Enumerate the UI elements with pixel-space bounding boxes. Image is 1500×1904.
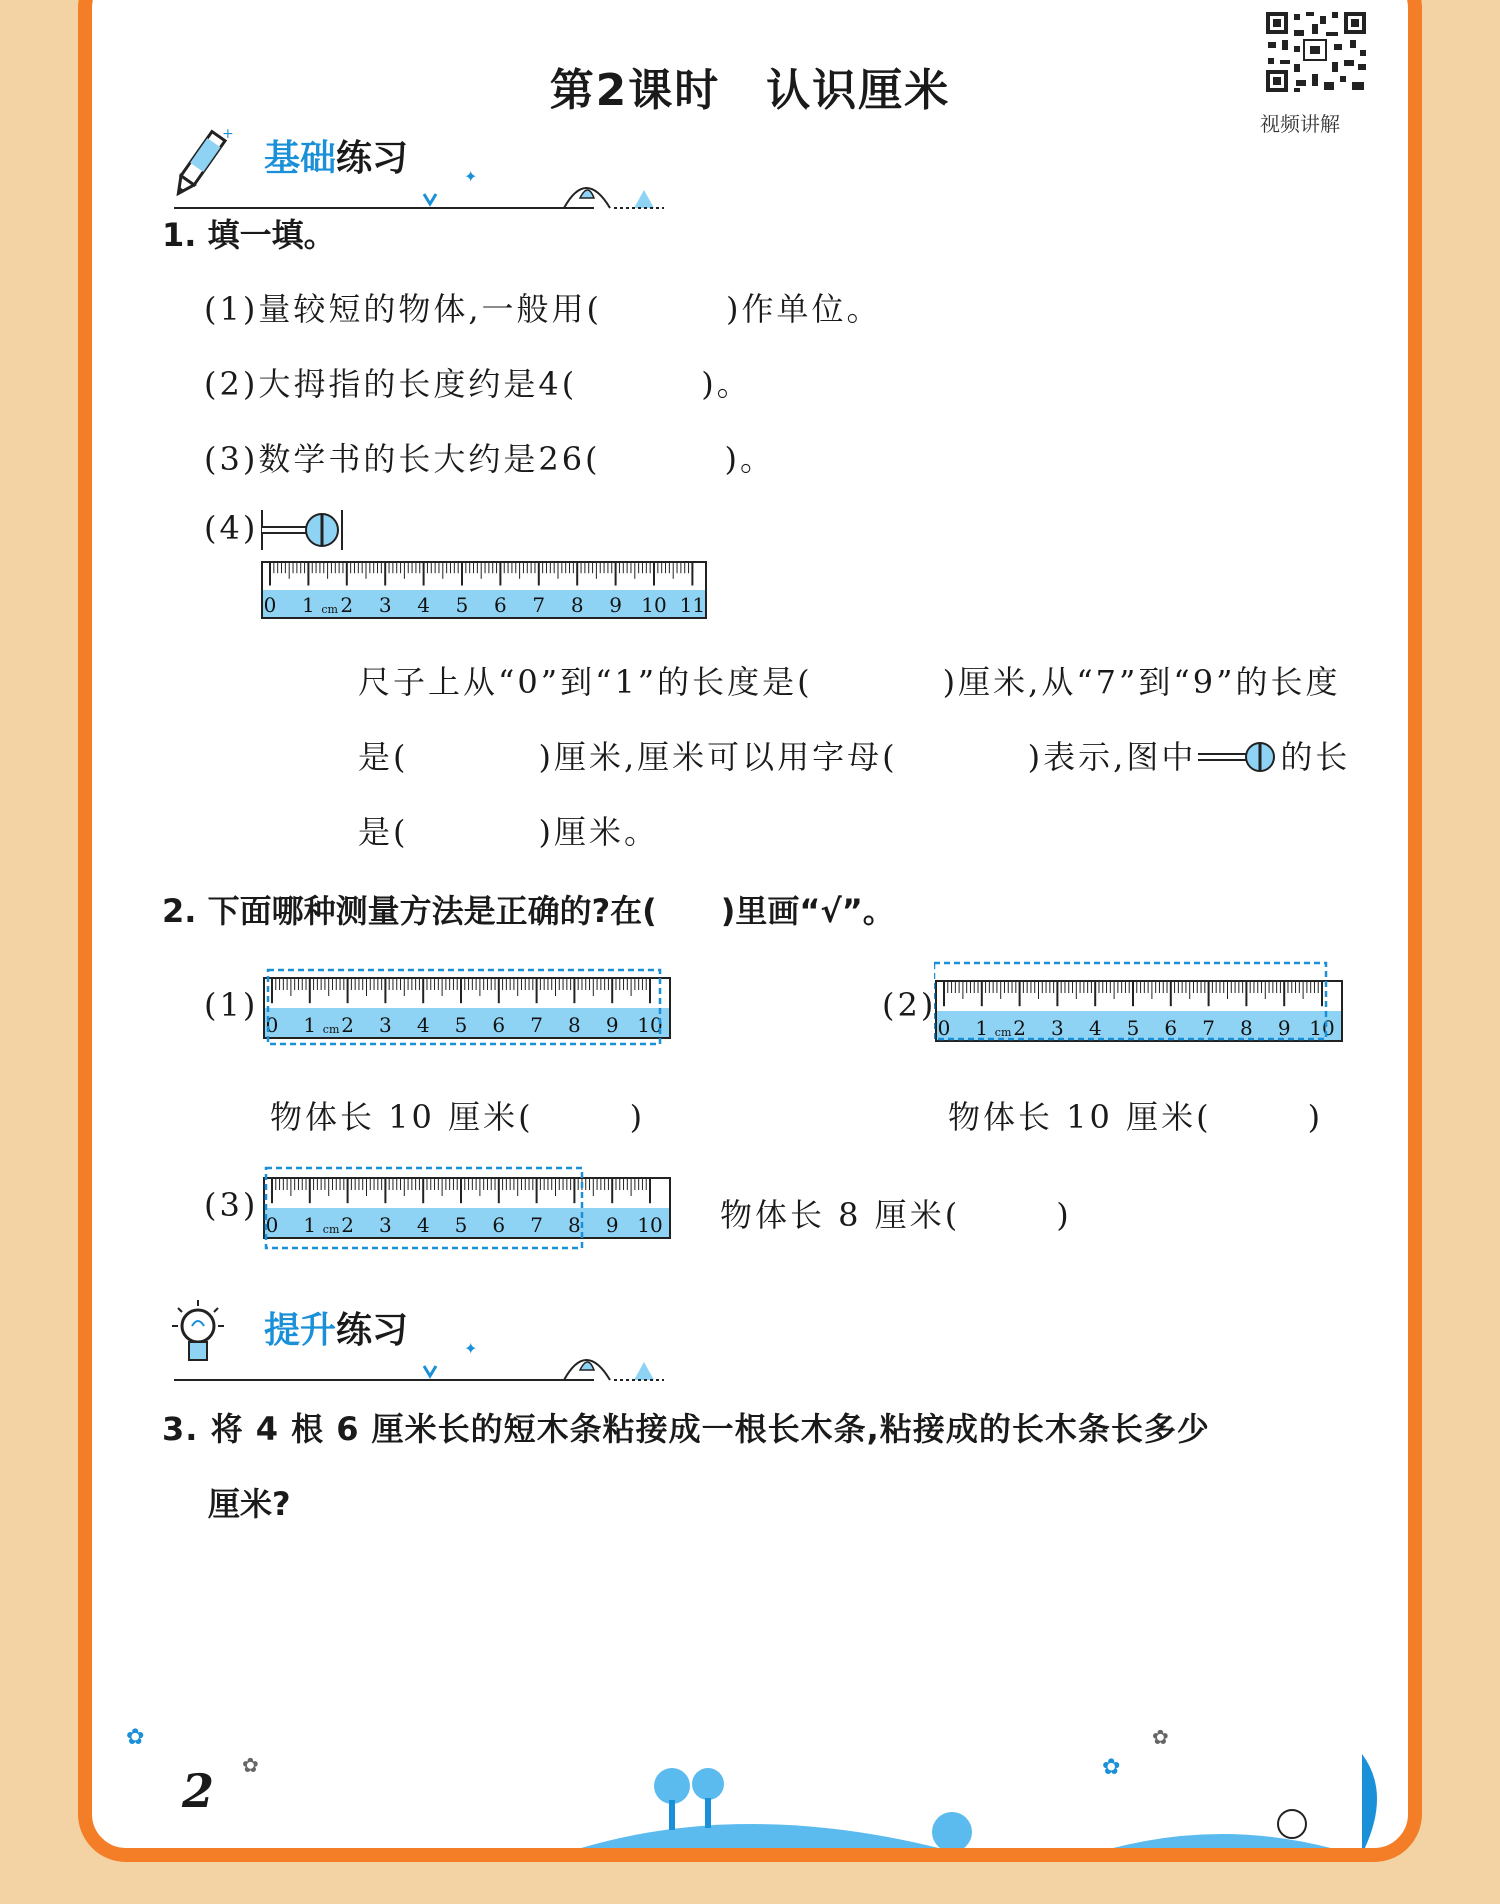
q2-option-1-statement xyxy=(270,1092,645,1138)
section-header-advanced xyxy=(164,1296,704,1386)
ruler-tick-label: 1 xyxy=(303,1013,317,1037)
q1-item-2-text-after: )。 xyxy=(701,365,752,403)
q2-option-3-close: ) xyxy=(1056,1196,1072,1234)
ruler-tick-label: 2 xyxy=(341,1013,354,1037)
ruler-tick-label: 6 xyxy=(492,1213,506,1237)
ruler-tick-label: 4 xyxy=(416,1013,430,1037)
q1-item-1-text-after: )作单位。 xyxy=(726,290,882,328)
q2-option-1-close: ) xyxy=(629,1098,646,1136)
ruler-tick-label: 1 xyxy=(303,1213,317,1237)
ruler-tick-label: 1 xyxy=(975,1016,989,1040)
svg-text:✿: ✿ xyxy=(1152,1725,1169,1749)
ruler-tick-label: 11 xyxy=(679,593,706,617)
q1-line2-text-a: 是( xyxy=(358,738,409,776)
qr-code[interactable] xyxy=(1264,10,1368,94)
q1-item-2-text: 大拇指的长度约是4( xyxy=(258,365,578,403)
ruler-q2-option-3 xyxy=(262,1164,682,1254)
section-underline-decoration xyxy=(164,164,704,214)
section-title-advanced: 提升练习 xyxy=(264,1310,409,1351)
ruler-tick-label: 9 xyxy=(605,1013,619,1037)
q2-option-2-text: 物体长 10 厘米( xyxy=(948,1098,1212,1136)
ruler-tick-label: 5 xyxy=(454,1213,468,1237)
pin-object-inline-icon xyxy=(1196,740,1280,774)
ruler-tick-label: 7 xyxy=(530,1213,543,1237)
ruler-tick-label: 4 xyxy=(1088,1016,1102,1040)
ruler-tick-label: 7 xyxy=(532,593,546,617)
q2-option-3-text: 物体长 8 厘米( xyxy=(720,1196,961,1234)
q1-line2-text-b: )厘米,厘米可以用字母( xyxy=(538,738,898,776)
svg-text:✦: ✦ xyxy=(464,167,478,186)
ruler-q2-option-1 xyxy=(262,964,682,1054)
ruler-tick-label: 7 xyxy=(1202,1016,1215,1040)
svg-text:✦: ✦ xyxy=(464,1339,478,1358)
q2-option-1-label: (1) xyxy=(204,986,259,1024)
svg-text:+: + xyxy=(222,126,234,142)
page-number: 2 xyxy=(182,1764,215,1818)
q3-line-2: 厘米? xyxy=(208,1485,291,1523)
workbook-page xyxy=(78,0,1422,1862)
ruler-tick-label: 9 xyxy=(609,593,622,617)
ruler-tick-label: 3 xyxy=(379,1213,392,1237)
q1-line1-text-b: )厘米,从“7”到“9”的长度 xyxy=(942,663,1341,701)
ruler-unit-label: cm xyxy=(994,1026,1012,1039)
footer-landscape-decoration xyxy=(92,1714,1408,1854)
q2-option-1-figure xyxy=(262,964,682,1054)
ruler-tick-label: 7 xyxy=(530,1013,543,1037)
ruler-tick-label: 5 xyxy=(1126,1016,1140,1040)
ruler-tick-label: 6 xyxy=(1164,1016,1178,1040)
ruler-tick-label: 0 xyxy=(263,593,277,617)
qr-label: 视频讲解 xyxy=(1260,112,1340,136)
q1-line2-text-c: )表示,图中 xyxy=(1027,738,1197,776)
ruler-unit-label: cm xyxy=(322,1023,340,1036)
ruler-tick-label: 1 xyxy=(302,593,315,617)
q1-item-3-label: (3) xyxy=(204,440,259,478)
q2-option-3-figure xyxy=(262,1164,682,1254)
ruler-unit-label: cm xyxy=(322,1223,340,1236)
q1-item-4-line-3 xyxy=(358,807,659,853)
ruler-tick-label: 0 xyxy=(265,1013,279,1037)
q1-item-3-text-after: )。 xyxy=(724,440,776,478)
ruler-tick-label: 8 xyxy=(568,1213,581,1237)
q1-line1-text-a: 尺子上从“0”到“1”的长度是( xyxy=(358,663,813,701)
q1-item-3 xyxy=(204,434,775,480)
ruler-tick-label: 9 xyxy=(1277,1016,1291,1040)
ruler-tick-label: 5 xyxy=(455,593,469,617)
svg-text:✿: ✿ xyxy=(242,1753,259,1777)
svg-text:✿: ✿ xyxy=(126,1725,145,1750)
ruler-tick-label: 2 xyxy=(1013,1016,1026,1040)
q1-item-2 xyxy=(204,359,752,405)
ruler-tick-label: 3 xyxy=(379,1013,392,1037)
ruler-tick-label: 10 xyxy=(641,593,667,617)
section-title-basic: 基础练习 xyxy=(264,138,409,179)
section-underline-decoration-2 xyxy=(164,1336,704,1386)
ruler-tick-label: 0 xyxy=(937,1016,951,1040)
q2-option-3-statement xyxy=(720,1190,1072,1236)
ruler-tick-label: 5 xyxy=(454,1013,468,1037)
ruler-tick-label: 4 xyxy=(417,593,430,617)
q2-option-1-text: 物体长 10 厘米( xyxy=(270,1098,534,1136)
q1-title: 1. 填一填。 xyxy=(162,216,336,254)
ruler-tick-label: 10 xyxy=(637,1213,663,1237)
q1-item-1-label: (1) xyxy=(204,290,259,328)
ruler-tick-label: 8 xyxy=(570,593,584,617)
ruler-q1 xyxy=(260,560,710,620)
pin-object-icon xyxy=(260,504,360,554)
q2-option-2-statement xyxy=(948,1092,1323,1138)
q1-item-4-line-1 xyxy=(358,657,1340,703)
ruler-q2-option-2 xyxy=(934,959,1354,1054)
q1-item-1 xyxy=(204,284,882,330)
q3-line-1: 3. 将 4 根 6 厘米长的短木条粘接成一根长木条,粘接成的长木条长多少 xyxy=(162,1410,1210,1448)
ruler-tick-label: 9 xyxy=(605,1213,619,1237)
q1-line3-text-b: )厘米。 xyxy=(538,813,659,851)
ruler-tick-label: 4 xyxy=(416,1213,430,1237)
page-title: 第2课时 认识厘米 xyxy=(549,65,951,116)
ruler-tick-label: 8 xyxy=(1240,1016,1253,1040)
section-header-basic xyxy=(164,124,704,214)
q1-item-4-label: (4) xyxy=(204,509,259,547)
q2-option-2-close: ) xyxy=(1307,1098,1324,1136)
ruler-tick-label: 6 xyxy=(492,1013,506,1037)
svg-text:✿: ✿ xyxy=(1102,1755,1121,1780)
q1-item-4-line-2 xyxy=(358,732,1350,778)
q2-option-2-figure xyxy=(934,959,1354,1054)
ruler-tick-label: 10 xyxy=(1309,1016,1335,1040)
ruler-tick-label: 3 xyxy=(378,593,392,617)
ruler-tick-label: 3 xyxy=(1051,1016,1064,1040)
ruler-tick-label: 10 xyxy=(637,1013,663,1037)
q1-line2-text-d: 的长 xyxy=(1280,738,1351,776)
q2-option-2-label: (2) xyxy=(882,986,937,1024)
q1-item-1-text: 量较短的物体,一般用( xyxy=(258,290,602,328)
q1-item-3-text: 数学书的长大约是26( xyxy=(258,440,601,478)
q1-line3-text-a: 是( xyxy=(358,813,409,851)
ruler-tick-label: 0 xyxy=(265,1213,279,1237)
ruler-tick-label: 6 xyxy=(494,593,507,617)
ruler-tick-label: 2 xyxy=(340,593,354,617)
ruler-tick-label: 2 xyxy=(341,1213,354,1237)
q2-title: 2. 下面哪种测量方法是正确的?在( )里画“√”。 xyxy=(162,892,895,930)
q2-option-3-label: (3) xyxy=(204,1186,259,1224)
q1-item-2-label: (2) xyxy=(204,365,259,403)
q1-ruler-figure xyxy=(260,504,720,624)
ruler-unit-label: cm xyxy=(321,603,338,616)
ruler-tick-label: 8 xyxy=(568,1013,581,1037)
